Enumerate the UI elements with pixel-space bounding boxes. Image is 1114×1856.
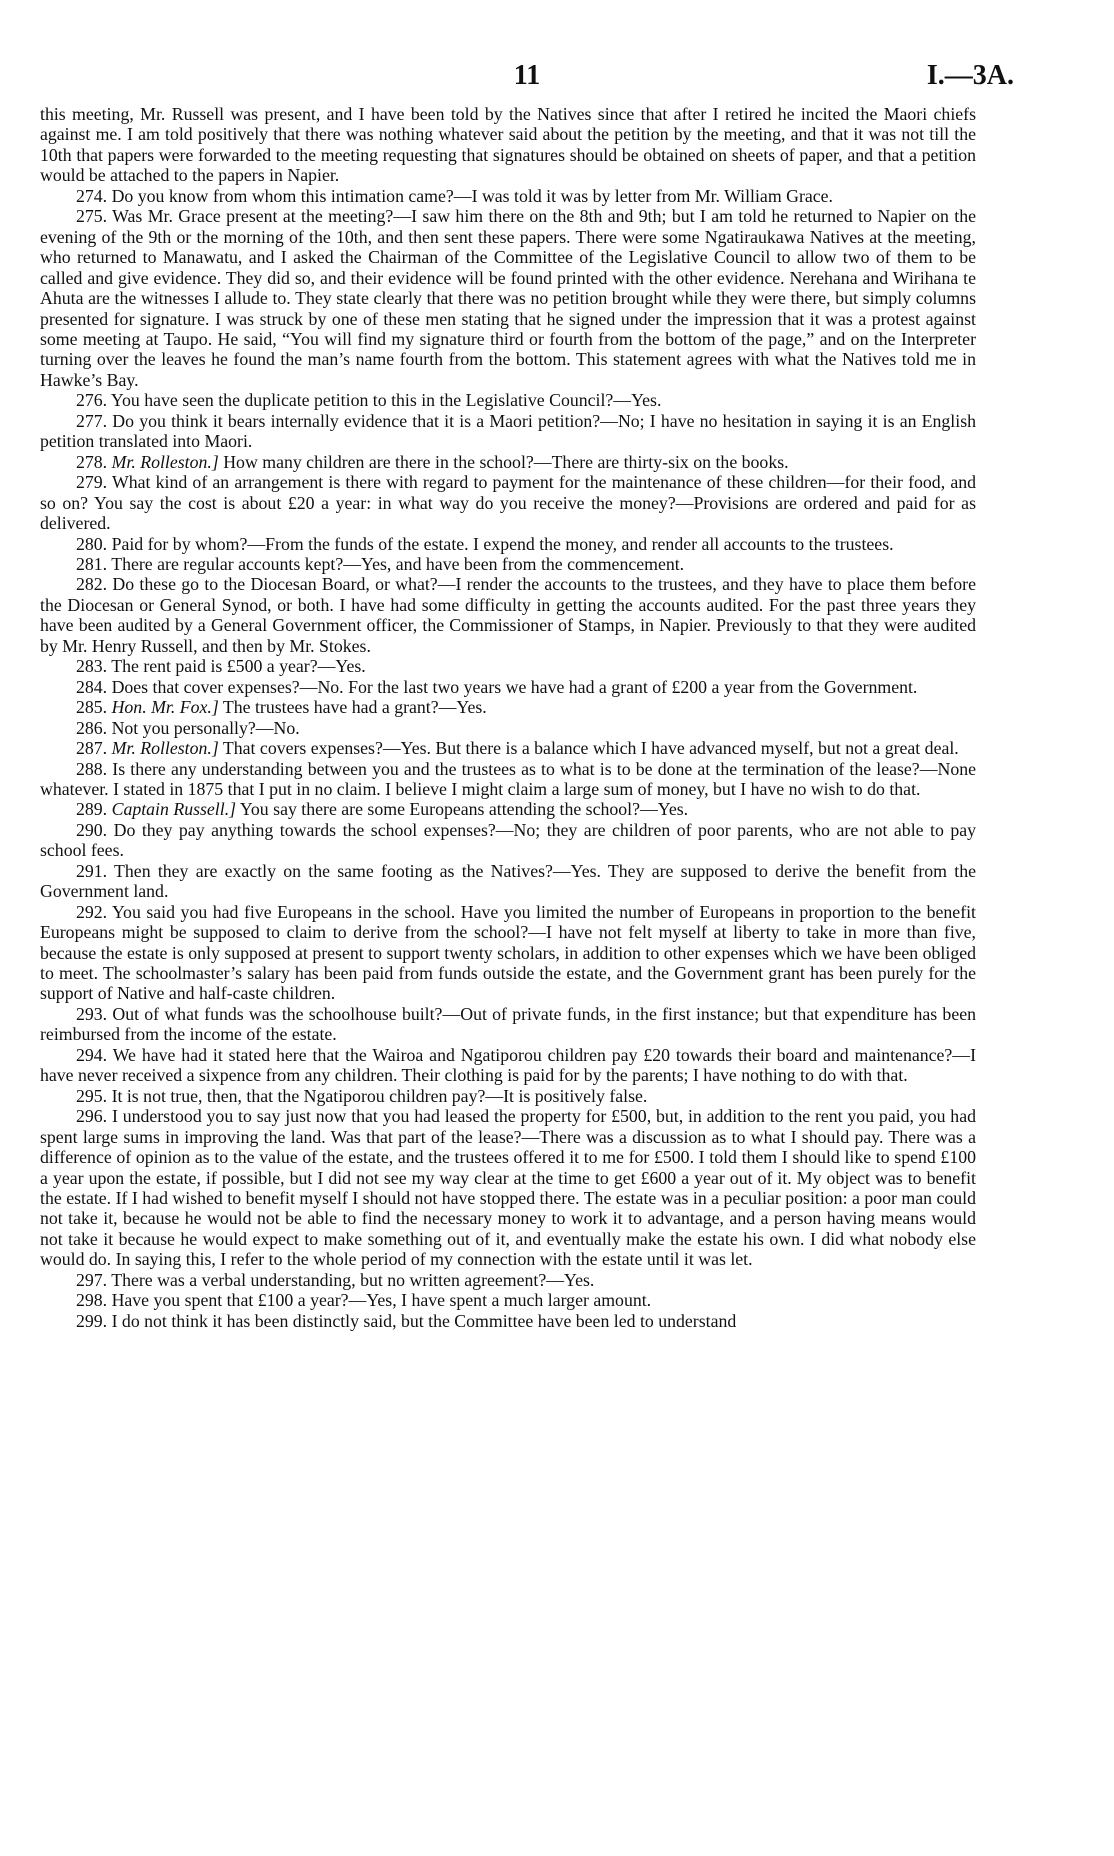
question-number: 287. [76,738,108,759]
paragraph: 284. Does that cover expenses?—No. For the last two years we have had a grant of £200 a year from the Government. [76,676,918,697]
paragraph: 283. The rent paid is £500 a year?—Yes. [76,656,366,677]
paragraph: 285. Hon. Mr. Fox.] The trustees have had a grant?—Yes. [76,697,487,718]
paragraph: 278. Mr. Rolleston.] How many children are there in the school?—There are thirty-six on the books. [76,451,789,472]
speaker-name: Captain Russell.] [111,799,237,820]
paragraph: 279. What kind of an arrangement is there with regard to payment for the maintenance of these children—for their food, and so on? You say the cost is about £20 a year: in what way do you receive the money?—Provisions are ordered and paid for as delivered. [40,472,976,534]
paragraph: 282. Do these go to the Diocesan Board, or what?—I render the accounts to the trustees, and they have to place them before the Diocesan or General Synod, or both. I have had some difficulty in getting the accounts audited. For the past three years they have been audited by a General Government officer, the Commissioner of Stamps, in Napier. Previously to that they were audited by Mr. Henry Russell, and then by Mr. Stokes. [40,574,976,656]
paragraph: 299. I do not think it has been distinctly said, but the Committee have been led to understand [76,1310,737,1331]
paragraph: 293. Out of what funds was the schoolhouse built?—Out of private funds, in the first instance; but that expenditure has been reimbursed from the income of the estate. [40,1003,976,1045]
paragraph: 296. I understood you to say just now that you had leased the property for £500, but, in addition to the rent you paid, you had spent large sums in improving the land. Was that part of the lease?—There was a discussion as to what I should pay. There was a difference of opinion as to the value of the estate, and the trustees offered it to me for £500. I told them I should like to spend £100 a year upon the estate, if possible, but I did not see my way clear at the time to get £600 a year out of it. My object was to benefit the estate. If I had wished to benefit myself I should not have stopped there. The estate was in a peculiar position: a poor man could not take it, because he would not be able to find the necessary money to work it to advantage, and a person having means would not take it because he would expect to make something out of it, and eventually make the estate his own. I did what nobody else would do. In saying this, I refer to the whole period of my connection with the estate until it was let. [40,1106,976,1270]
paragraph: 298. Have you spent that £100 a year?—Yes, I have spent a much larger amount. [76,1290,652,1311]
paragraph: 287. Mr. Rolleston.] That covers expenses?—Yes. But there is a balance which I have advanced myself, but not a great deal. [76,738,959,759]
paragraph: 281. There are regular accounts kept?—Yes, and have been from the commencement. [76,553,685,574]
paragraph: 292. You said you had five Europeans in the school. Have you limited the number of Europeans in proportion to the benefit Europeans might be supposed to claim to derive from the school?—I have not felt myself at liberty to take in more than five, because the estate is only supposed at present to support twenty scholars, in addition to other expenses which we have been obliged to meet. The schoolmaster’s salary has been paid from funds outside the estate, and the Government grant has been purely for the support of Native and half-caste children. [40,901,976,1004]
paragraph: 274. Do you know from whom this intimation came?—I was told it was by letter from Mr. William Grace. [76,185,833,206]
page-header [40,60,1014,100]
question-number: 278. [76,451,108,472]
question-number: 285. [76,697,108,718]
paragraph: 289. Captain Russell.] You say there are some Europeans attending the school?—Yes. [76,799,689,820]
paragraph: 297. There was a verbal understanding, but no written agreement?—Yes. [76,1269,595,1290]
paragraph: 275. Was Mr. Grace present at the meeting?—I saw him there on the 8th and 9th; but I am told he returned to Napier on the evening of the 9th or the morning of the 10th, and then sent these papers. There were some Ngatiraukawa Natives at the meeting, who returned to Manawatu, and I asked the Chairman of the Committee of the Legislative Council to allow two of them to be called and give evidence. They did so, and their evidence will be found printed with the other evidence. Nerehana and Wirihana te Ahuta are the witnesses I allude to. They state clearly that there was no petition brought while they were there, but simply columns presented for signature. I was struck by one of these men stating that he signed under the impression that it was a protest against some meeting at Taupo. He said, “You will find my signature third or fourth from the bottom of the page,” and on the Interpreter turning over the leaves he found the man’s name fourth from the bottom. This statement agrees with what the Natives told me in Hawke’s Bay. [40,206,976,390]
evidence-text [40,104,976,1331]
speaker-name: Mr. Rolleston.] [111,738,219,759]
paragraph: 290. Do they pay anything towards the school expenses?—No; they are children of poor parents, who are not able to pay school fees. [40,819,976,861]
speaker-name: Mr. Rolleston.] [111,451,219,472]
paragraph: 286. Not you personally?—No. [76,717,300,738]
page-number: 11 [513,60,541,91]
paragraph: 280. Paid for by whom?—From the funds of the estate. I expend the money, and render all accounts to the trustees. [76,533,894,554]
paragraph: 276. You have seen the duplicate petition to this in the Legislative Council?—Yes. [76,390,662,411]
paragraph: this meeting, Mr. Russell was present, and I have been told by the Natives since that after I retired he incited the Maori chiefs against me. I am told positively that there was nothing whatever said about the petition by the meeting, and that it was not till the 10th that papers were forwarded to the meeting requesting that signatures should be obtained on sheets of paper, and that a petition would be attached to the papers in Napier. [40,104,976,186]
speaker-name: Hon. Mr. Fox.] [111,697,219,718]
paragraph: 294. We have had it stated here that the Wairoa and Ngatiporou children pay £20 towards their board and maintenance?—I have never received a sixpence from any children. Their clothing is paid for by the parents; I have nothing to do with that. [40,1044,976,1086]
document-reference: I.—3A. [926,60,1014,91]
paragraph: 295. It is not true, then, that the Ngatiporou children pay?—It is positively false. [76,1085,648,1106]
question-number: 289. [76,799,108,820]
paragraph: 288. Is there any understanding between you and the trustees as to what is to be done at the termination of the lease?—None whatever. I stated in 1875 that I put in no claim. I believe I might claim a large sum of money, but I have no wish to do that. [40,758,976,799]
paragraph: 277. Do you think it bears internally evidence that it is a Maori petition?—No; I have no hesitation in saying it is an English petition translated into Maori. [40,410,976,452]
paragraph: 291. Then they are exactly on the same footing as the Natives?—Yes. They are supposed to derive the benefit from the Government land. [40,860,976,902]
